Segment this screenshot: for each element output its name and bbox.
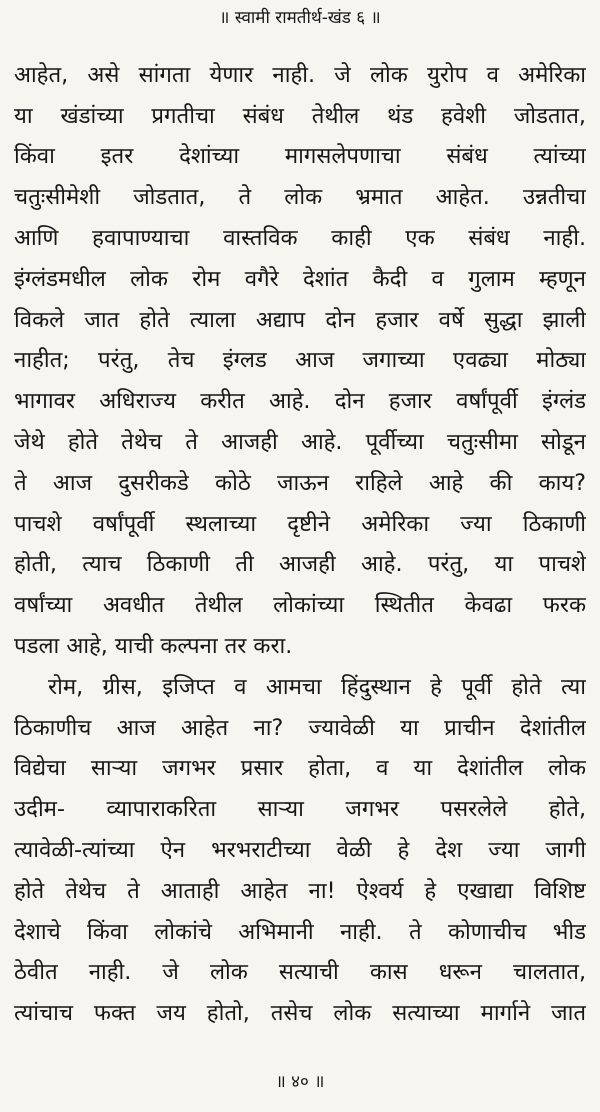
line-text: पाचशे वर्षांपूर्वी स्थलाच्या दृष्टीने अमेरिका ज्या ठिकाणी [14,510,586,537]
text-line [14,91,586,132]
text-line [14,213,586,254]
line-text: वर्षांच्या अवधीत तेथील लोकांच्या स्थितीत केवढा फरक [14,592,586,619]
line-text: ठिकाणीच आज आहेत ना? ज्यावेळी या प्राचीन देशांतील [14,714,586,741]
line-text: त्यांचाच फक्त जय होतो, तसेच लोक सत्याच्या मार्गाने जात [14,1000,586,1027]
line-text: आणि हवापाण्याचा वास्तविक काही एक संबंध नाही. [14,224,586,251]
text-line [14,580,586,621]
line-text: जेथे होते तेथेच ते आजही आहे. पूर्वीच्या चतुःसीमा सोडून [14,428,586,455]
text-line [14,376,586,417]
text-line [14,295,586,336]
text-line [14,254,586,295]
line-text: भागावर अधिराज्य करीत आहे. दोन हजार वर्षांपूर्वी इंग्लंड [14,388,586,415]
line-text: उदीम- व्यापाराकरिता साऱ्या जगभर पसरलेले होते, [14,796,586,823]
line-text: होती, त्याच ठिकाणी ती आजही आहे. परंतु, या पाचशे [14,551,586,578]
line-text: इंग्लंडमधील लोक रोम वगैरे देशांत कैदी व गुलाम म्हणून [14,265,586,292]
line-text: आहेत, असे सांगता येणार नाही. जे लोक युरोप व अमेरिका [14,61,586,88]
page-number: ॥ ४० ॥ [275,1072,325,1092]
line-text: चतुःसीमेशी जोडतात, ते लोक भ्रमात आहेत. उन्नतीचा [14,184,586,211]
text-line [14,417,586,458]
text-line [14,458,586,499]
line-text: ते आज दुसरीकडे कोठे जाऊन राहिले आहे की काय? [14,469,586,496]
line-text: पडला आहे, याची कल्पना तर करा. [14,632,293,659]
text-line [14,703,586,744]
text-line [14,172,586,213]
line-text: या खंडांच्या प्रगतीचा संबंध तेथील थंड हवेशी जोडतात, [14,102,586,129]
text-line [14,866,586,907]
line-text: विकले जात होते त्याला अद्याप दोन हजार वर्षे सुद्धा झाली [14,306,586,333]
text-line [14,907,586,948]
line-text: नाहीत; परंतु, तेच इंग्लड आज जगाच्या एवढ्या मोठ्या [14,347,586,374]
text-line [14,540,586,581]
main-text-block [14,50,586,1029]
line-text: त्यावेळी-त्यांच्या ऐन भरभराटीच्या वेळी हे देश ज्या जागी [14,836,586,863]
text-line [14,132,586,173]
text-line [14,499,586,540]
text-line [14,988,586,1029]
text-line [14,825,586,866]
line-text: ठेवीत नाही. जे लोक सत्याची कास धरून चालतात, [14,959,586,986]
text-line [14,50,586,91]
line-text: रोम, ग्रीस, इजिप्त व आमचा हिंदुस्थान हे पूर्वी होते त्या [48,673,586,700]
page-header: ॥ स्वामी रामतीर्थ-खंड ६ ॥ [219,8,381,28]
text-line [14,336,586,377]
line-text: देशाचे किंवा लोकांचे अभिमानी नाही. ते कोणाचीच भीड [14,918,586,945]
line-text: होते तेथेच ते आताही आहेत ना! ऐश्वर्य हे एखाद्या विशिष्ट [14,877,586,904]
line-text: किंवा इतर देशांच्या मागसलेपणाचा संबंध त्यांच्या [14,143,586,170]
line-text: विद्येचा साऱ्या जगभर प्रसार होता, व या देशांतील लोक [14,755,586,782]
text-line [14,784,586,825]
text-line [14,621,586,662]
text-line [14,948,586,989]
text-line [14,744,586,785]
text-line [14,662,586,703]
